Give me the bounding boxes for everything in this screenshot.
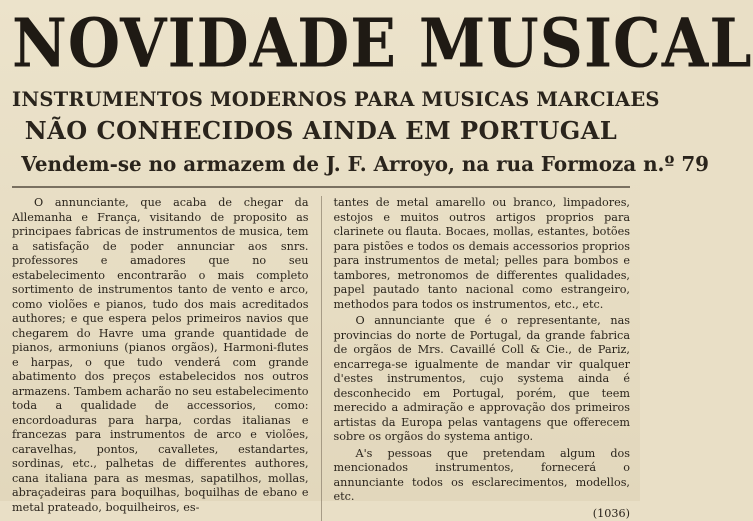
- subheading-seller: Vendem-se no armazem de J. F. Arroyo, na rua Formoza n.º 79: [21, 152, 620, 176]
- right-column: [334, 196, 631, 521]
- right-paragraph-1: tantes de metal amarello ou branco, limpadores, estojos e muitos outros artigos proprios para clarinete ou flauta. Bocaes, mollas, estantes, botões para pistões e todos os demais accessorios proprios para instrumentos de metal; pelles para bombos e tambores, metronomos de differentes qualidades, papel pautado tanto nacional como estrangeiro, methodos para todos os instrumentos, etc., etc.: [334, 196, 631, 312]
- subheading-portugal: NÃO CONHECIDOS AINDA EM PORTUGAL: [12, 116, 630, 146]
- right-paragraph-3: A's pessoas que pretendam algum dos mencionados instrumentos, fornecerá o annunciante todos os esclarecimentos, modellos, etc.: [334, 447, 631, 505]
- advert-reference-number: (1036): [334, 507, 631, 521]
- left-paragraph-1: O annunciante, que acaba de chegar da Allemanha e França, visitando de proposito as principaes fabricas de instrumentos de musica, tem a satisfação de poder annunciar aos snrs. professores e amadores que no seu estabelecimento encontrarão o mais completo sortimento de instrumentos tanto de vento e arco, como violões e pianos, tudo dos mais acreditados authores; e que espera pelos primeiros navios que chegarem do Havre uma grande quantidade de pianos, armoniuns (pianos orgãos), Harmoni-flutes e harpas, o que tudo venderá com grande abatimento dos preços estabelecidos nos outros armazens. Tambem acharão no seu estabelecimento toda a qualidade de accessorios, como: encordoaduras para harpa, cordas italianas e francezas para instrumentos de arco e violões, caravelhas, pontos, cavalletes, estandartes, sordinas, etc., palhetas de differentes authores, cana italiana para as mesmas, sapatilhos, mollas, abraçadeiras para boquilhas, boquilhas de ebano e metal prateado, boquilheiros, es-: [12, 196, 309, 515]
- left-column: [12, 196, 309, 521]
- headline: NOVIDADE MUSICAL: [12, 4, 630, 96]
- subheading-instruments: INSTRUMENTOS MODERNOS PARA MUSICAS MARCIAES: [12, 88, 630, 112]
- column-divider: [321, 196, 322, 521]
- right-paragraph-2: O annunciante que é o representante, nas provincias do norte de Portugal, da grande fabrica de orgãos de Mrs. Cavaillé Coll & Cie., de Pariz, encarrega-se igualmente de mandar vir qualquer d'estes instrumentos, cujo systema ainda é desconhecido em Portugal, porém, que teem merecido a admiração e approvação dos primeiros artistas da Europa pelas vantagens que offerecem sobre os orgãos do systema antigo.: [334, 314, 631, 445]
- body-columns: [12, 196, 630, 521]
- separator-rule: [12, 186, 630, 188]
